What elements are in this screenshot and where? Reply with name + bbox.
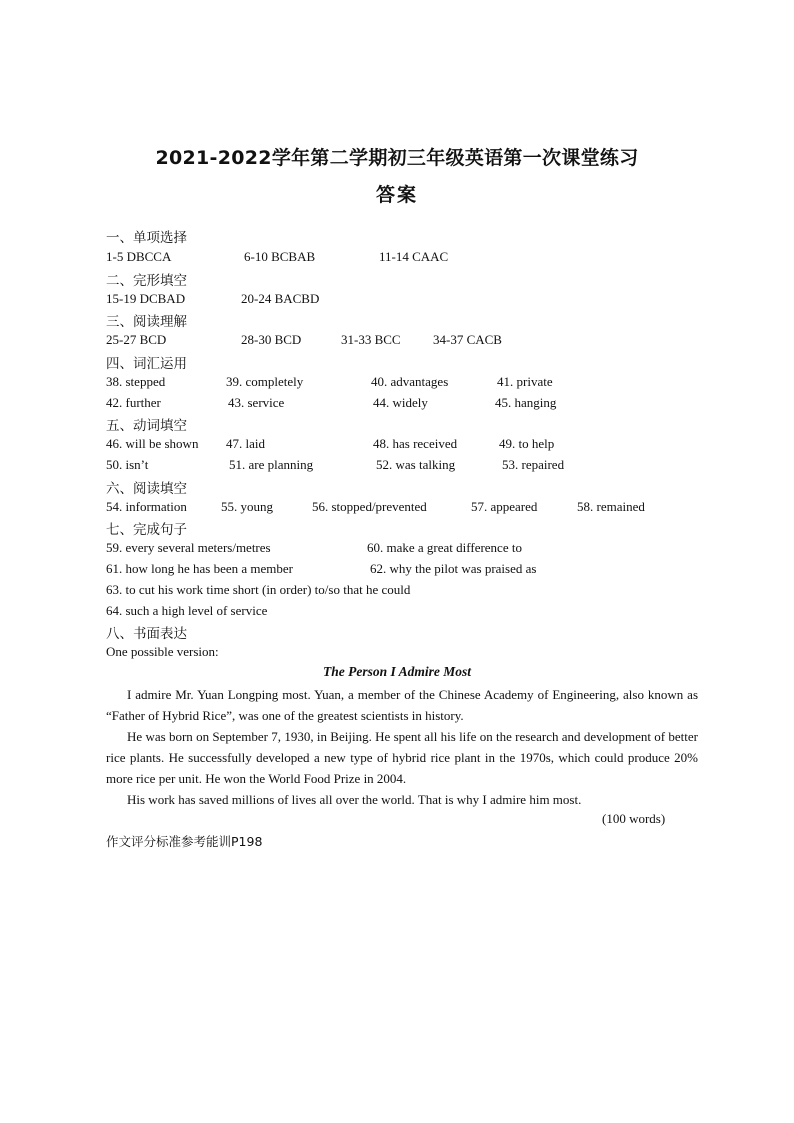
answer-48: 48. has received (373, 436, 458, 451)
answer-42: 42. further (106, 395, 161, 410)
answer-63: 63. to cut his work time short (in order) to/so that he could (106, 582, 411, 597)
essay-word-count: (100 words) (602, 811, 666, 826)
document-subtitle: 答案 (375, 184, 418, 206)
answer-44: 44. widely (373, 395, 428, 410)
answer-34-37: 34-37 CACB (433, 332, 502, 347)
answer-45: 45. hanging (495, 395, 557, 410)
answer-46: 46. will be shown (106, 436, 199, 451)
answer-60: 60. make a great difference to (367, 540, 522, 555)
grading-reference-note: 作文评分标准参考能训P198 (106, 834, 263, 849)
answer-54: 54. information (106, 499, 187, 514)
section-heading-reading: 三、阅读理解 (106, 314, 187, 330)
section-heading-reading-fill: 六、阅读填空 (106, 481, 187, 497)
answer-50: 50. isn’t (106, 457, 149, 472)
answer-1-5: 1-5 DBCCA (106, 249, 172, 264)
answer-57: 57. appeared (471, 499, 538, 514)
answer-40: 40. advantages (371, 374, 449, 389)
answer-25-27: 25-27 BCD (106, 332, 167, 347)
answer-47: 47. laid (226, 436, 265, 451)
answer-55: 55. young (221, 499, 273, 514)
answer-41: 41. private (497, 374, 553, 389)
document-title: 2021-2022学年第二学期初三年级英语第一次课堂练习 (155, 147, 639, 169)
section-heading-vocabulary: 四、词汇运用 (106, 356, 187, 372)
answer-53: 53. repaired (502, 457, 565, 472)
essay-paragraph-1: I admire Mr. Yuan Longping most. Yuan, a member of the Chinese Academy of Engineering, also known as “Father of Hybrid Rice”, was one of the greatest scientists in history. (106, 687, 698, 723)
answer-38: 38. stepped (106, 374, 166, 389)
essay-paragraph-3: His work has saved millions of lives all over the world. That is why I admire him most. (127, 792, 582, 807)
answer-64: 64. such a high level of service (106, 603, 268, 618)
section-heading-verb-fill: 五、动词填空 (106, 418, 187, 434)
answer-61: 61. how long he has been a member (106, 561, 294, 576)
answer-28-30: 28-30 BCD (241, 332, 302, 347)
section-heading-complete-sentences: 七、完成句子 (106, 522, 187, 538)
essay-title: The Person I Admire Most (322, 664, 471, 679)
answer-31-33: 31-33 BCC (341, 332, 401, 347)
answer-56: 56. stopped/prevented (312, 499, 427, 514)
answer-49: 49. to help (499, 436, 555, 451)
answer-11-14: 11-14 CAAC (379, 249, 449, 264)
answer-43: 43. service (228, 395, 285, 410)
section-heading-single-choice: 一、单项选择 (106, 230, 187, 246)
answer-52: 52. was talking (376, 457, 456, 472)
answer-15-19: 15-19 DCBAD (106, 291, 186, 306)
section-heading-writing: 八、书面表达 (106, 626, 187, 642)
essay-paragraph-2: He was born on September 7, 1930, in Beijing. He spent all his life on the research and development of better rice plants. He successfully developed a new type of hybrid rice plant in the 1970s, which could produce 20% more rice per unit. He won the World Food Prize in 2004. (106, 729, 698, 786)
answer-39: 39. completely (226, 374, 304, 389)
answer-51: 51. are planning (229, 457, 314, 472)
possible-version-note: One possible version: (106, 644, 219, 659)
answer-62: 62. why the pilot was praised as (370, 561, 537, 576)
section-heading-cloze: 二、完形填空 (106, 273, 187, 289)
answer-59: 59. every several meters/metres (106, 540, 271, 555)
answer-58: 58. remained (577, 499, 645, 514)
answer-20-24: 20-24 BACBD (241, 291, 320, 306)
answer-6-10: 6-10 BCBAB (244, 249, 316, 264)
